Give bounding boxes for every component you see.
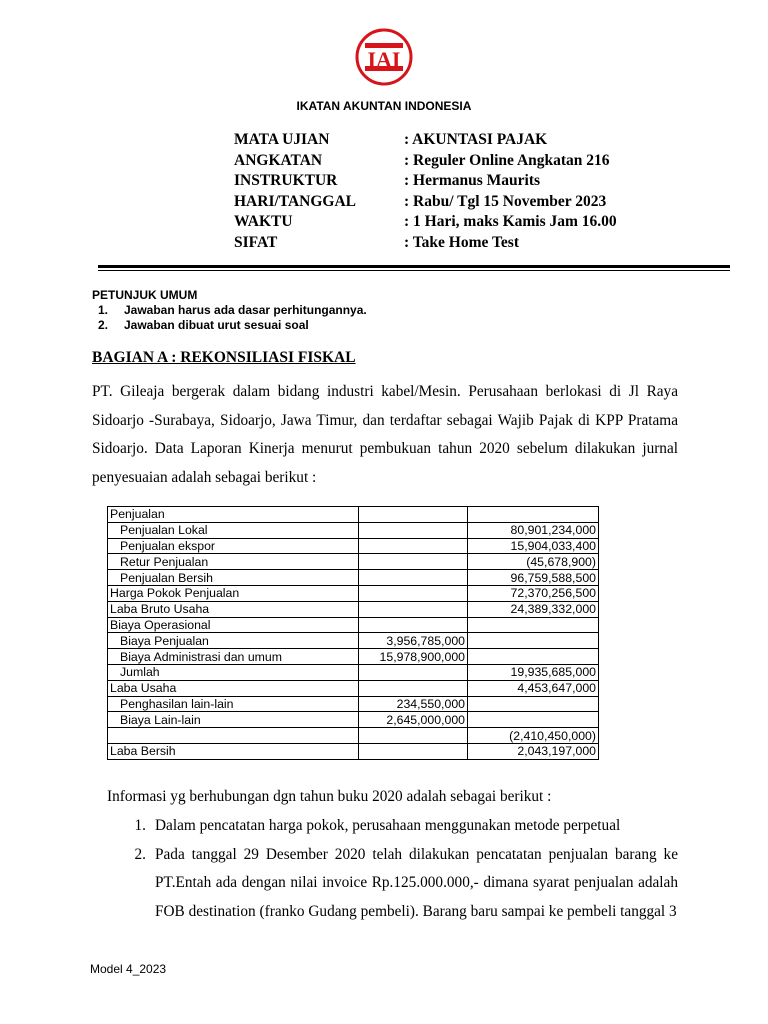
row-amount bbox=[468, 507, 599, 523]
general-instructions bbox=[92, 288, 367, 333]
row-amount bbox=[468, 617, 599, 633]
row-label: Jumlah bbox=[108, 664, 359, 680]
row-amount: 72,370,256,500 bbox=[468, 585, 599, 601]
row-subtotal bbox=[359, 728, 468, 744]
instructions-title: PETUNJUK UMUM bbox=[92, 288, 198, 302]
info-intro: Informasi yg berhubungan dgn tahun buku 2020 adalah sebagai berikut : bbox=[107, 788, 552, 805]
row-label: Laba Usaha bbox=[108, 680, 359, 696]
meta-value: : AKUNTASI PAJAK bbox=[404, 131, 548, 148]
meta-row-sifat bbox=[234, 233, 617, 254]
info-item-text: Pada tanggal 29 Desember 2020 telah dilakukan pencatatan penjualan barang ke PT.Entah ada dengan nilai invoice Rp.125.000.000,- dimana syarat penjualan adalah FOB destination (franko Gudang pembeli). Barang baru sampai ke pembeli tanggal 3 bbox=[155, 845, 678, 920]
row-subtotal bbox=[359, 617, 468, 633]
header-divider-thick bbox=[98, 265, 730, 268]
instruction-text: Jawaban harus ada dasar perhitungannya. bbox=[124, 303, 367, 317]
meta-value: : Reguler Online Angkatan 216 bbox=[404, 151, 610, 169]
meta-label: HARI/TANGGAL bbox=[234, 192, 357, 210]
meta-row-waktu bbox=[234, 212, 617, 233]
row-label: Biaya Penjualan bbox=[108, 633, 359, 649]
table-row bbox=[108, 728, 599, 744]
table-row bbox=[108, 743, 599, 759]
info-item bbox=[118, 812, 678, 841]
meta-label: WAKTU bbox=[234, 213, 293, 230]
row-amount bbox=[468, 633, 599, 649]
row-label: Penghasilan lain-lain bbox=[108, 696, 359, 712]
section-title: BAGIAN A : REKONSILIASI FISKAL bbox=[92, 349, 356, 366]
meta-row-instruktur bbox=[234, 171, 617, 192]
exam-metadata bbox=[234, 130, 617, 253]
row-label: Biaya Administrasi dan umum bbox=[108, 649, 359, 665]
info-item-number: 2. bbox=[134, 845, 146, 863]
row-label: Biaya Lain-lain bbox=[108, 712, 359, 728]
row-subtotal: 2,645,000,000 bbox=[359, 712, 468, 728]
organization-name: IKATAN AKUNTAN INDONESIA bbox=[296, 99, 472, 113]
row-amount: 2,043,197,000 bbox=[468, 743, 599, 759]
row-subtotal: 3,956,785,000 bbox=[359, 633, 468, 649]
row-amount: 24,389,332,000 bbox=[468, 601, 599, 617]
row-subtotal bbox=[359, 743, 468, 759]
row-subtotal bbox=[359, 522, 468, 538]
row-label: Biaya Operasional bbox=[108, 617, 359, 633]
row-amount: 19,935,685,000 bbox=[468, 664, 599, 680]
row-amount: 4,453,647,000 bbox=[468, 680, 599, 696]
table-row bbox=[108, 649, 599, 665]
row-subtotal bbox=[359, 664, 468, 680]
meta-row-angkatan bbox=[234, 151, 617, 172]
meta-label: SIFAT bbox=[234, 233, 278, 251]
row-amount: 80,901,234,000 bbox=[468, 522, 599, 538]
row-label: Penjualan Bersih bbox=[108, 570, 359, 586]
meta-value: : 1 Hari, maks Kamis Jam 16.00 bbox=[404, 213, 617, 230]
row-subtotal bbox=[359, 585, 468, 601]
table-row bbox=[108, 538, 599, 554]
iai-logo bbox=[355, 28, 413, 86]
table-row bbox=[108, 696, 599, 712]
row-subtotal bbox=[359, 570, 468, 586]
table-row bbox=[108, 712, 599, 728]
table-row bbox=[108, 601, 599, 617]
meta-value: : Hermanus Maurits bbox=[404, 172, 541, 189]
instruction-text: Jawaban dibuat urut sesuai soal bbox=[124, 318, 309, 332]
info-item bbox=[118, 841, 678, 927]
row-label: Penjualan ekspor bbox=[108, 538, 359, 554]
meta-value: : Take Home Test bbox=[404, 233, 519, 251]
row-subtotal bbox=[359, 538, 468, 554]
row-label: Harga Pokok Penjualan bbox=[108, 585, 359, 601]
table-row bbox=[108, 680, 599, 696]
instruction-number: 1. bbox=[97, 303, 108, 317]
meta-label: ANGKATAN bbox=[234, 151, 323, 169]
income-statement-table bbox=[107, 506, 599, 760]
table-row bbox=[108, 554, 599, 570]
row-label: Penjualan Lokal bbox=[108, 522, 359, 538]
row-amount bbox=[468, 649, 599, 665]
instruction-item bbox=[92, 318, 367, 333]
case-paragraph: PT. Gileaja bergerak dalam bidang industri kabel/Mesin. Perusahaan berlokasi di Jl Raya Sidoarjo -Surabaya, Sidoarjo, Jawa Timur, dan terdaftar sebagai Wajib Pajak di KPP Pratama Sidoarjo. Data Laporan Kinerja menurut pembukuan tahun 2020 sebelum dilakukan jurnal penyesuaian adalah sebagai berikut : bbox=[92, 383, 678, 486]
table-row bbox=[108, 633, 599, 649]
info-item-text: Dalam pencatatan harga pokok, perusahaan menggunakan metode perpetual bbox=[155, 817, 621, 834]
info-list bbox=[118, 812, 678, 926]
row-amount bbox=[468, 696, 599, 712]
row-amount bbox=[468, 712, 599, 728]
footer-model-label: Model 4_2023 bbox=[90, 962, 167, 976]
table-row bbox=[108, 585, 599, 601]
meta-label: INSTRUKTUR bbox=[234, 172, 338, 189]
row-label: Retur Penjualan bbox=[108, 554, 359, 570]
table-row bbox=[108, 617, 599, 633]
row-amount: (45,678,900) bbox=[468, 554, 599, 570]
table-row bbox=[108, 570, 599, 586]
meta-label: MATA UJIAN bbox=[234, 131, 330, 148]
row-subtotal bbox=[359, 507, 468, 523]
table-row bbox=[108, 522, 599, 538]
row-amount: 15,904,033,400 bbox=[468, 538, 599, 554]
meta-value: : Rabu/ Tgl 15 November 2023 bbox=[404, 192, 607, 210]
table-row bbox=[108, 507, 599, 523]
row-subtotal bbox=[359, 554, 468, 570]
row-subtotal bbox=[359, 601, 468, 617]
row-label: Penjualan bbox=[108, 507, 359, 523]
row-amount: 96,759,588,500 bbox=[468, 570, 599, 586]
row-subtotal bbox=[359, 680, 468, 696]
meta-row-hari-tanggal bbox=[234, 192, 617, 213]
row-amount: (2,410,450,000) bbox=[468, 728, 599, 744]
header-divider-thin bbox=[98, 270, 730, 271]
info-item-number: 1. bbox=[134, 817, 146, 834]
row-label bbox=[108, 728, 359, 744]
instruction-number: 2. bbox=[97, 318, 108, 332]
row-label: Laba Bersih bbox=[108, 743, 359, 759]
meta-row-mata-ujian bbox=[234, 130, 617, 151]
table-row bbox=[108, 664, 599, 680]
row-subtotal: 15,978,900,000 bbox=[359, 649, 468, 665]
logo-text: IAI bbox=[367, 47, 401, 72]
row-label: Laba Bruto Usaha bbox=[108, 601, 359, 617]
row-subtotal: 234,550,000 bbox=[359, 696, 468, 712]
instruction-item bbox=[92, 303, 367, 318]
